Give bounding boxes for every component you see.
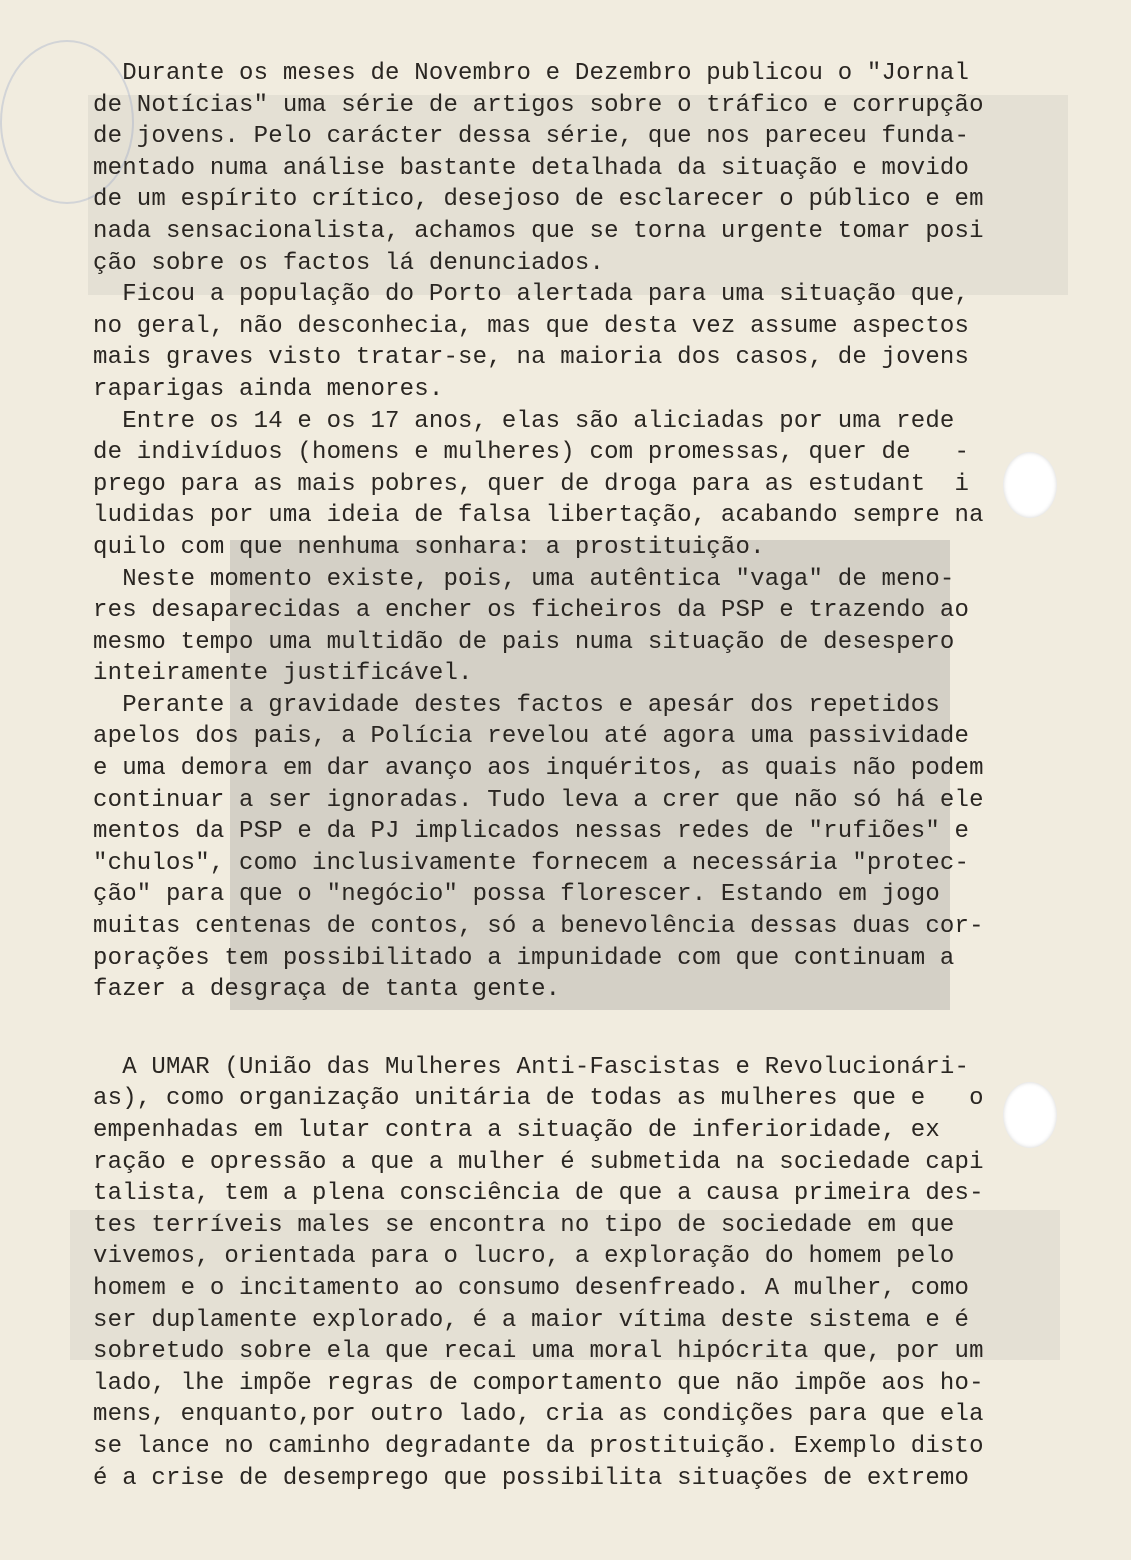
text-line: fazer a desgraça de tanta gente.	[93, 976, 561, 1004]
text-line: continuar a ser ignoradas. Tudo leva a crer que não só há ele	[93, 786, 984, 814]
text-line: apelos dos pais, a Polícia revelou até agora uma passividade	[93, 723, 970, 751]
text-line: mesmo tempo uma multidão de pais numa situação de desespero	[93, 628, 955, 656]
document-body	[93, 58, 1073, 1494]
text-line: "chulos", como inclusivamente fornecem a necessária "protec-	[93, 849, 970, 877]
text-line: sobretudo sobre ela que recai uma moral hipócrita que, por um	[93, 1338, 984, 1366]
text-line: no geral, não desconhecia, mas que desta vez assume aspectos	[93, 312, 970, 340]
text-line: mens, enquanto,por outro lado, cria as condições para que ela	[93, 1401, 984, 1429]
text-line: tes terríveis males se encontra no tipo de sociedade em que	[93, 1211, 955, 1239]
text-line: é a crise de desemprego que possibilita situações de extremo	[93, 1464, 970, 1492]
text-line: de jovens. Pelo carácter dessa série, que nos pareceu funda-	[93, 123, 970, 151]
text-line: de indivíduos (homens e mulheres) com promessas, quer de -	[93, 439, 970, 467]
text-line: Ficou a população do Porto alertada para uma situação que,	[93, 281, 970, 309]
paragraph-gap	[93, 1006, 1073, 1052]
text-line: Neste momento existe, pois, uma autêntica "vaga" de meno-	[93, 565, 955, 593]
text-line: ração e opressão a que a mulher é submetida na sociedade capi	[93, 1148, 984, 1176]
paragraph	[93, 279, 1073, 405]
text-line: e uma demora em dar avanço aos inquéritos, as quais não podem	[93, 755, 984, 783]
text-line: homem e o incitamento ao consumo desenfreado. A mulher, como	[93, 1274, 970, 1302]
paragraph	[93, 406, 1073, 564]
text-line: ção sobre os factos lá denunciados.	[93, 249, 605, 277]
text-line: lado, lhe impõe regras de comportamento que não impõe aos ho-	[93, 1369, 984, 1397]
text-line: as), como organização unitária de todas as mulheres que e o	[93, 1085, 984, 1113]
paragraph	[93, 58, 1073, 279]
text-line: mais graves visto tratar-se, na maioria dos casos, de jovens	[93, 344, 970, 372]
text-line: A UMAR (União das Mulheres Anti-Fascistas e Revolucionári-	[93, 1053, 970, 1081]
text-line: nada sensacionalista, achamos que se torna urgente tomar posi	[93, 217, 984, 245]
text-line: quilo com que nenhuma sonhara: a prostituição.	[93, 533, 765, 561]
text-line: muitas centenas de contos, só a benevolência dessas duas cor-	[93, 913, 984, 941]
text-line: mentado numa análise bastante detalhada da situação e movido	[93, 154, 970, 182]
text-line: raparigas ainda menores.	[93, 375, 444, 403]
text-line: ludidas por uma ideia de falsa libertação, acabando sempre na	[93, 502, 984, 530]
text-line: de Notícias" uma série de artigos sobre o tráfico e corrupção	[93, 91, 984, 119]
text-line: inteiramente justificável.	[93, 660, 473, 688]
text-line: Durante os meses de Novembro e Dezembro publicou o "Jornal	[93, 60, 970, 87]
paragraph	[93, 564, 1073, 690]
text-line: Perante a gravidade destes factos e apesár dos repetidos	[93, 691, 940, 719]
text-line: de um espírito crítico, desejoso de esclarecer o público e em	[93, 186, 984, 214]
paragraph	[93, 690, 1073, 1006]
text-line: talista, tem a plena consciência de que a causa primeira des-	[93, 1180, 984, 1208]
text-line: ção" para que o "negócio" possa florescer. Estando em jogo	[93, 881, 940, 909]
text-line: ser duplamente explorado, é a maior vítima deste sistema e é	[93, 1306, 970, 1334]
text-line: empenhadas em lutar contra a situação de inferioridade, ex	[93, 1117, 940, 1144]
text-line: porações tem possibilitado a impunidade com que continuam a	[93, 944, 955, 972]
text-line: Entre os 14 e os 17 anos, elas são aliciadas por uma rede	[93, 407, 955, 435]
text-line: prego para as mais pobres, quer de droga para as estudant i	[93, 470, 970, 498]
text-line: res desaparecidas a encher os ficheiros da PSP e trazendo ao	[93, 597, 970, 625]
paragraph	[93, 1052, 1073, 1494]
text-line: se lance no caminho degradante da prostituição. Exemplo disto	[93, 1432, 984, 1460]
text-line: vivemos, orientada para o lucro, a exploração do homem pelo	[93, 1243, 955, 1271]
text-line: mentos da PSP e da PJ implicados nessas redes de "rufiões" e	[93, 818, 970, 846]
